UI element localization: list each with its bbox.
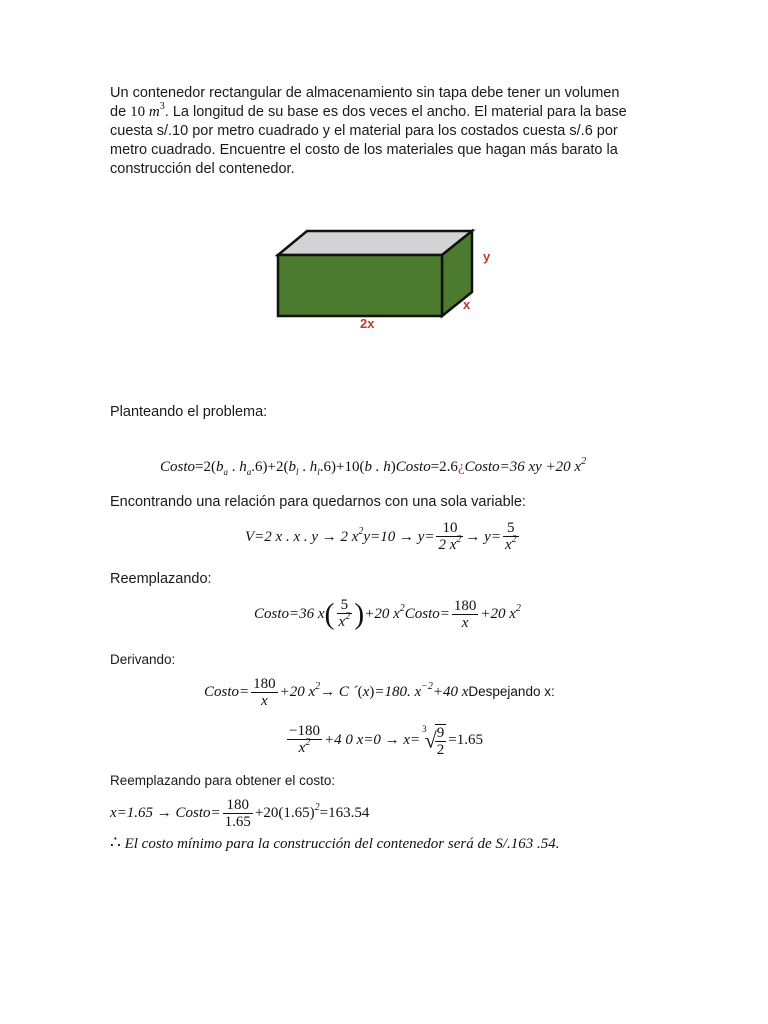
heading-reemplazando: Reemplazando: xyxy=(110,571,212,587)
equation-volume: V=2 x . x . y → 2 $x^2y=10 \to y=$ $\frac{10}{2 x^2}$ → y= $\frac{5}{x^2}$ xyxy=(245,520,517,553)
intro-line-4: metro cuadrado. Encuentre el costo de los materiales que hagan más barato la xyxy=(110,142,618,158)
equation-critical-point: $\frac{-180}{x^2}$ +4 0 x=0 → x=$^3$√ $\frac{9}{2}$ =1.65 xyxy=(289,723,483,758)
intro-line-2-pre: de xyxy=(110,104,131,120)
conclusion-text: El costo mínimo para la construcción del contenedor será de S/ xyxy=(124,836,508,852)
conclusion-value: .163 .54. xyxy=(507,836,560,852)
inverted-question-glyph: ¿ xyxy=(457,459,465,475)
volume-value: 10 $m^3$ xyxy=(130,101,165,120)
intro-line-2 xyxy=(110,103,627,123)
box-figure xyxy=(270,222,510,342)
intro-line-5: construcción del contenedor. xyxy=(110,161,295,177)
conclusion xyxy=(110,833,560,853)
box-top-face xyxy=(278,231,472,255)
therefore-symbol: ∴ xyxy=(110,833,121,852)
equation-cost-setup: $Costo=2(b_a$ . $h_a.6)+2(b_l$ . $h_l.6)+10(b$ . h)Costo=2.6¿Costo=36 xy +20 $x^2$ xyxy=(160,456,587,477)
equation-substitution: Costo=36 x( $\frac{5}{x^2}$ )+20 $x^2Costo=$ $\frac{180}{x}$ +20 $x^2$ xyxy=(254,597,521,631)
label-x: x xyxy=(463,297,471,312)
equation-final-cost: x=1.65 → Costo= $\frac{180}{1.65}$ $+20(1.65)^2=163.54$ xyxy=(110,797,370,830)
heading-derivando: Derivando: xyxy=(110,652,176,667)
equation-derivative: Costo= $\frac{180}{x}$ +20 $x^2\to C$ ´(x)=180. $x^{-2}+40$ xDespejando x: xyxy=(204,676,555,709)
cube-root: $^3$√ $\frac{9}{2}$ xyxy=(422,723,445,758)
intro-line-1: Un contenedor rectangular de almacenamiento sin tapa debe tener un volumen xyxy=(110,85,620,101)
box-front-face xyxy=(278,255,442,316)
label-2x: 2x xyxy=(360,316,375,331)
despejando-label: Despejando x: xyxy=(468,683,555,699)
intro-line-2-post: . La longitud de su base es dos veces el ancho. El material para la base xyxy=(164,104,627,120)
heading-planteando: Planteando el problema: xyxy=(110,404,268,420)
label-y: y xyxy=(483,249,491,264)
heading-reemplazando-costo: Reemplazando para obtener el costo: xyxy=(110,773,336,788)
intro-line-3: cuesta s/.10 por metro cuadrado y el material para los costados cuesta s/.6 por xyxy=(110,123,618,139)
heading-encontrando: Encontrando una relación para quedarnos con una sola variable: xyxy=(110,494,526,510)
